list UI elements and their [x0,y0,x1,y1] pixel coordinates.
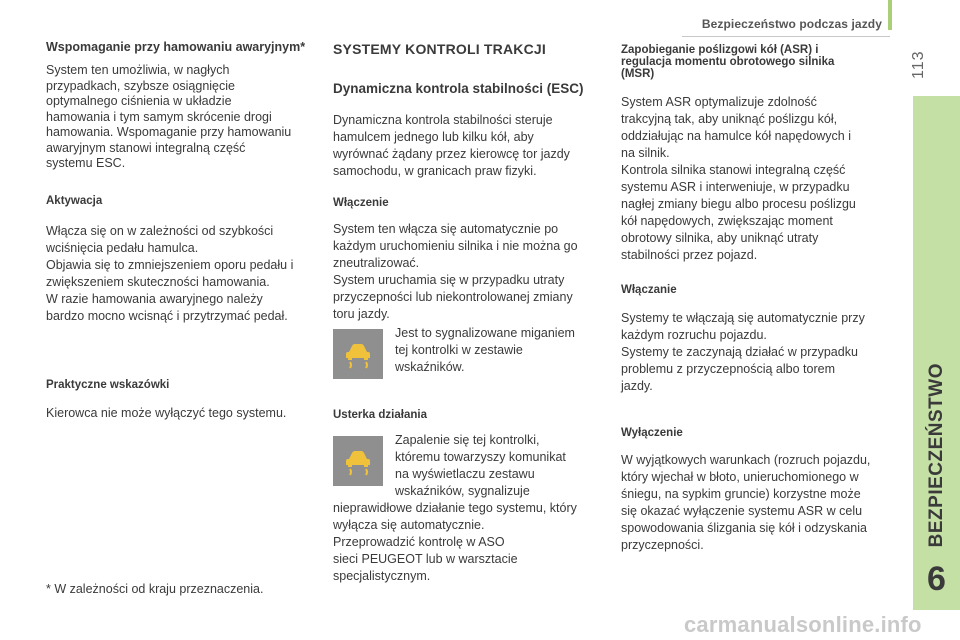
stability-control-warning-icon [341,337,375,371]
fault-heading: Usterka działania [333,409,427,421]
emergency-braking-title: Wspomaganie przy hamowaniu awaryjnym* [46,40,306,54]
column-traction-control [333,41,603,585]
chapter-title: BEZPIECZEŃSTWO [925,362,947,548]
watermark: carmanualsonline.info [684,612,922,637]
warning-light-row [333,325,603,379]
section-title: Bezpieczeństwo podczas jazdy [701,17,882,31]
tips-heading: Praktyczne wskazówki [46,378,170,391]
fault-text: nieprawidłowe działanie tego systemu, który wyłącza się automatycznie. Przeprowadzić kontrolę w ASO sieci PEUGEOT lub w warsztacie specjalistycznym. [333,501,577,583]
fault-light-text: Zapalenie się tej kontrolki, któremu towarzyszy komunikat na wyświetlaczu zestawu wskaźników, sygnalizuje [395,433,566,498]
stability-control-warning-icon [341,444,375,478]
header-divider [682,36,890,37]
column-emergency-braking [46,41,314,422]
page-number: 113 [910,50,927,80]
esc-warning-light-text: Jest to sygnalizowane miganiem tej kontrolki w zestawie wskaźników. [395,326,575,374]
chapter-tab-label [913,360,960,550]
column-asr [621,41,893,554]
asr-off-text: W wyjątkowych warunkach (rozruch pojazdu, który wjechał w błoto, unieruchomionego w śniegu, na sypkim gruncie) korzystne może się okazać wyłączenie systemu ASR w celu spowodowania ślizgania się kół i odzyskania przyczepności. [621,453,871,552]
header-accent-bar [888,0,892,30]
esc-on-text: System ten włącza się automatycznie po każdym uruchomieniu silnika i nie można go zneutralizować. System uruchamia się w przypadku utraty przyczepności lub niekontrolowanej zmiany toru jazdy. [333,222,578,321]
asr-off-heading: Wyłączenie [621,427,683,439]
chapter-number: 6 [927,560,946,598]
esc-text: Dynamiczna kontrola stabilności steruje hamulcem jednego lub kilku kół, aby wyrównać żądany przez kierowcę tor jazdy samochodu, w granicach praw fizyki. [333,113,570,178]
esc-warning-light [333,329,383,379]
activation-text: Włącza się on w zależności od szybkości wciśnięcia pedału hamulca. Objawia się to zmniejszeniem oporu pedału i zwiększeniem skuteczności hamowania. W razie hamowania awaryjnego należy bardzo mocno wcisnąć i przytrzymać pedał. [46,223,294,323]
traction-systems-title: SYSTEMY KONTROLI TRAKCJI [333,41,547,57]
asr-text: System ASR optymalizuje zdolność trakcyjną tak, aby uniknąć poślizgu kół, oddziałując na hamulce kół napędowych i na silnik. Kontrola silnika stanowi integralną część systemu ASR i interweniuje, w przypadku nagłej zmiany biegu albo procesu poślizgu kół napędowych, zwiększając moment obrotowy silnika, aby uniknąć utraty stabilności przez pojazd. [621,95,856,262]
esc-title: Dynamiczna kontrola stabilności (ESC) [333,81,584,96]
asr-on-heading: Włączanie [621,284,677,296]
asr-on-text: Systemy te włączają się automatycznie przy każdym rozruchu pojazdu. Systemy te zaczynają działać w przypadku problemu z przyczepnością albo torem jazdy. [621,311,865,393]
esc-fault-light [333,436,383,486]
asr-title: Zapobieganie poślizgowi kół (ASR) i regulacja momentu obrotowego silnika (MSR) [621,44,835,80]
activation-heading: Aktywacja [46,194,103,207]
emergency-braking-intro: System ten umożliwia, w nagłych przypadkach, szybsze osiągnięcie optymalnego ciśnienia w układzie hamowania i tym samym skrócenie drogi hamowania. Wspomaganie przy hamowaniu awaryjnym stanowi integralną część systemu ESC. [46,63,292,170]
tips-text: Kierowca nie może wyłączyć tego systemu. [46,405,287,420]
esc-on-heading: Włączenie [333,197,389,209]
footnote: * W zależności od kraju przeznaczenia. [46,582,264,596]
fault-light-row [333,432,603,500]
